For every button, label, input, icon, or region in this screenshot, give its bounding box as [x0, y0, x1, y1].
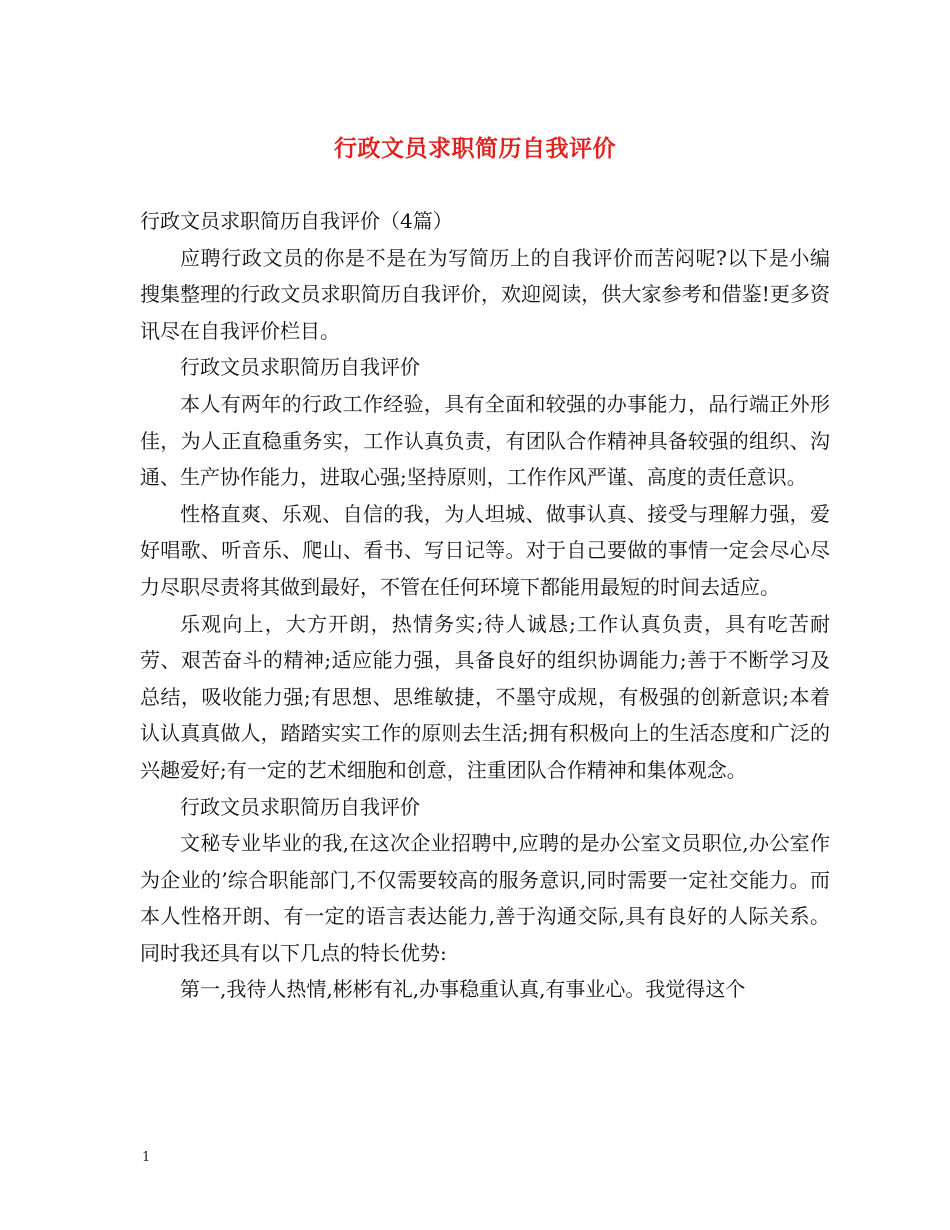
- section-heading: 行政文员求职简历自我评价: [180, 355, 420, 380]
- body-paragraph: 本人有两年的行政工作经验，具有全面和较强的办事能力，品行端正外形佳，为人正直稳重务实，工作认真负责，有团队合作精神具备较强的组织、沟通、生产协作能力，进取心强;坚持原则，工作作风严谨、高度的责任意识。: [140, 391, 830, 490]
- body-paragraph: 乐观向上，大方开朗，热情务实;待人诚恳;工作认真负责，具有吃苦耐劳、艰苦奋斗的精神;适应能力强，具备良好的组织协调能力;善于不断学习及总结，吸收能力强;有思想、思维敏捷，不墨守成规，有极强的创新意识;本着认认真真做人，踏踏实实工作的原则去生活;拥有积极向上的生活态度和广泛的兴趣爱好;有一定的艺术细胞和创意，注重团队合作精神和集体观念。: [140, 611, 830, 782]
- subtitle-paragraph: 行政文员求职简历自我评价（4篇）: [140, 209, 453, 233]
- body-paragraph: 第一,我待人热情,彬彬有礼,办事稳重认真,有事业心。我觉得这个: [180, 977, 746, 1002]
- page-number: 1: [142, 1150, 151, 1165]
- intro-paragraph: 应聘行政文员的你是不是在为写简历上的自我评价而苦闷呢?以下是小编搜集整理的行政文员求职简历自我评价，欢迎阅读，供大家参考和借鉴!更多资讯尽在自我评价栏目。: [140, 245, 830, 343]
- document-body: [140, 203, 830, 1008]
- body-paragraph: 性格直爽、乐观、自信的我，为人坦城、做事认真、接受与理解力强，爱好唱歌、听音乐、爬山、看书、写日记等。对于自己要做的事情一定会尽心尽力尽职尽责将其做到最好，不管在任何环境下都能用最短的时间去适应。: [140, 501, 830, 599]
- section-heading: 行政文员求职简历自我评价: [180, 794, 420, 819]
- body-paragraph: 文秘专业毕业的我,在这次企业招聘中,应聘的是办公室文员职位,办公室作为企业的’综合职能部门,不仅需要较高的服务意识,同时需要一定社交能力。而本人性格开朗、有一定的语言表达能力,善于沟通交际,具有良好的人际关系。同时我还具有以下几点的特长优势:: [140, 831, 830, 965]
- document-title: 行政文员求职简历自我评价: [334, 135, 616, 162]
